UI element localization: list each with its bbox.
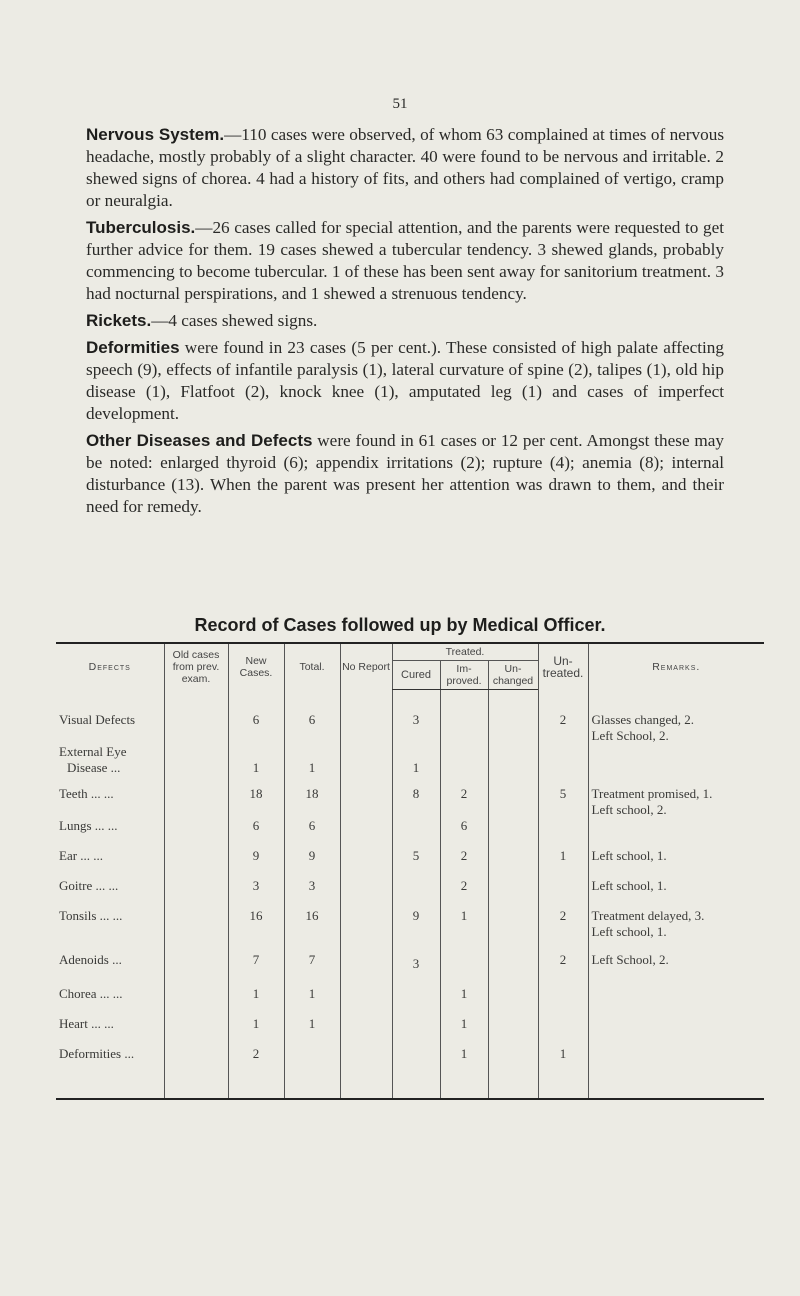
- cell-cured: 1: [392, 744, 440, 776]
- cell-improved: [440, 690, 488, 745]
- cell-improved: 1: [440, 1046, 488, 1099]
- cell-untreated: 2: [538, 908, 588, 940]
- cell-old: [164, 878, 228, 908]
- cell-unchanged: [488, 776, 538, 818]
- cell-old: [164, 940, 228, 986]
- heading-deformities: Deformities: [86, 338, 180, 357]
- text-tuberculosis: —26 cases called for special attention, and the parents were requested to get further advice for them. 19 cases shewed a tubercular tendency. 3 shewed glands, probably commencing to become tubercular. 1 of these has been sent away for sanitorium treatment. 3 had nocturnal perspirations, and 1 shewed a strenuous tendency.: [86, 218, 724, 303]
- record-table-title: Record of Cases followed up by Medical Officer.: [194, 615, 606, 635]
- header-old-cases: Old cases from prev. exam.: [164, 643, 228, 690]
- cell-old: [164, 744, 228, 776]
- cell-cured: 3: [392, 690, 440, 745]
- cell-remarks: [588, 776, 764, 818]
- remark-line: Left School, 2.: [591, 727, 669, 743]
- cell-old: [164, 848, 228, 878]
- cell-defect: [56, 744, 164, 776]
- header-no-report: No Report: [340, 643, 392, 690]
- cell-total: 1: [284, 744, 340, 776]
- cell-untreated: 1: [538, 848, 588, 878]
- cell-untreated: [538, 744, 588, 776]
- cell-remarks: [588, 986, 764, 1016]
- cell-new: 16: [228, 908, 284, 940]
- header-treated: Treated.: [392, 643, 538, 661]
- table-row: [56, 690, 764, 745]
- cell-untreated: 1: [538, 1046, 588, 1099]
- cell-improved: 6: [440, 818, 488, 848]
- table-row: [56, 848, 764, 878]
- cell-remarks: [588, 1046, 764, 1099]
- remark-line: Treatment promised, 1.: [591, 786, 713, 801]
- cell-total: 9: [284, 848, 340, 878]
- defect-line: External Eye: [59, 744, 127, 759]
- cell-unchanged: [488, 818, 538, 848]
- cell-total: [284, 1046, 340, 1099]
- cell-cured: [392, 1046, 440, 1099]
- cell-untreated: 2: [538, 690, 588, 745]
- record-table: [56, 642, 764, 1100]
- cell-defect: Tonsils ... ...: [59, 908, 123, 923]
- cell-total: 7: [284, 940, 340, 986]
- cell-defect: Visual Defects: [59, 711, 136, 727]
- cell-untreated: 2: [538, 940, 588, 986]
- cell-total: 6: [284, 818, 340, 848]
- remark-line: Left School, 2.: [591, 952, 669, 967]
- cell-old: [164, 1016, 228, 1046]
- cell-untreated: [538, 878, 588, 908]
- cell-improved: 2: [440, 776, 488, 818]
- cell-remarks: [588, 848, 764, 878]
- cell-old: [164, 690, 228, 745]
- cell-defect: Ear ... ...: [59, 848, 104, 863]
- cell-new: 1: [228, 744, 284, 776]
- cell-remarks: [588, 818, 764, 848]
- cell-total: 3: [284, 878, 340, 908]
- cell-no-report: [340, 744, 392, 776]
- cell-old: [164, 908, 228, 940]
- cell-no-report: [340, 690, 392, 745]
- cell-cured: 3: [392, 940, 440, 986]
- cell-defect: Adenoids ...: [59, 952, 122, 967]
- table-row: [56, 986, 764, 1016]
- cell-remarks: [588, 940, 764, 986]
- cell-no-report: [340, 776, 392, 818]
- cell-cured: 9: [392, 908, 440, 940]
- cell-improved: 2: [440, 878, 488, 908]
- cell-defect: Lungs ... ...: [59, 818, 118, 833]
- cell-total: 16: [284, 908, 340, 940]
- cell-cured: 8: [392, 776, 440, 818]
- cell-unchanged: [488, 986, 538, 1016]
- cell-unchanged: [488, 878, 538, 908]
- page-number: 51: [392, 96, 408, 112]
- cell-remarks: [588, 878, 764, 908]
- text-rickets: —4 cases shewed signs.: [151, 311, 318, 330]
- remark-line: Left school, 2.: [591, 802, 667, 817]
- table-row: [56, 1046, 764, 1099]
- cell-new: 1: [228, 986, 284, 1016]
- table-row: [56, 744, 764, 776]
- cell-total: 18: [284, 776, 340, 818]
- defect-line: Disease ...: [67, 760, 121, 775]
- remark-line: Glasses changed, 2.: [591, 711, 695, 727]
- cell-improved: [440, 744, 488, 776]
- cell-unchanged: [488, 1016, 538, 1046]
- table-row: [56, 908, 764, 940]
- cell-unchanged: [488, 848, 538, 878]
- remark-line: Left school, 1.: [591, 848, 667, 863]
- table-row: [56, 818, 764, 848]
- table-row: [56, 1016, 764, 1046]
- paragraph-deformities: [86, 337, 724, 425]
- cell-new: 3: [228, 878, 284, 908]
- cell-no-report: [340, 986, 392, 1016]
- cell-new: 6: [228, 690, 284, 745]
- header-remarks: Remarks.: [588, 643, 764, 690]
- cell-old: [164, 818, 228, 848]
- cell-improved: 1: [440, 986, 488, 1016]
- cell-untreated: 5: [538, 776, 588, 818]
- text-other-diseases: were found in 61 cases or 12 per cent. Amongst these may be noted: enlarged thyroid (6); appendix irritations (2); rupture (4); anemia (8); internal disturbance (13). When the parent was present her attention was drawn to them, and their need for remedy.: [86, 431, 724, 516]
- cell-improved: [440, 940, 488, 986]
- cell-defect: Chorea ... ...: [59, 986, 123, 1001]
- heading-nervous-system: Nervous System.: [86, 125, 225, 144]
- cell-unchanged: [488, 940, 538, 986]
- cell-defect: Heart ... ...: [59, 1016, 114, 1031]
- cell-total: 1: [284, 1016, 340, 1046]
- cell-cured: [392, 1016, 440, 1046]
- cell-total: 6: [284, 690, 340, 745]
- cell-untreated: [538, 818, 588, 848]
- header-untreated: Un-treated.: [538, 643, 588, 690]
- cell-defect: Deformities ...: [56, 1046, 164, 1099]
- remark-line: Left school, 1.: [591, 924, 667, 939]
- cell-improved: 1: [440, 1016, 488, 1046]
- paragraph-other-diseases: [86, 430, 724, 518]
- cell-untreated: [538, 986, 588, 1016]
- paragraph-tuberculosis: [86, 217, 724, 305]
- paragraph-nervous-system: [86, 124, 724, 212]
- heading-rickets: Rickets.: [86, 311, 152, 330]
- remark-line: Left school, 1.: [591, 878, 667, 893]
- cell-defect: Goitre ... ...: [59, 878, 119, 893]
- cell-new: 18: [228, 776, 284, 818]
- cell-unchanged: [488, 908, 538, 940]
- cell-no-report: [340, 940, 392, 986]
- cell-cured: [392, 818, 440, 848]
- cell-new: 1: [228, 1016, 284, 1046]
- cell-untreated: [538, 1016, 588, 1046]
- cell-remarks: [588, 690, 764, 745]
- cell-old: [164, 1046, 228, 1099]
- cell-defect: Teeth ... ...: [59, 786, 114, 801]
- header-cured: Cured: [392, 661, 440, 690]
- table-row: [56, 776, 764, 818]
- cell-no-report: [340, 878, 392, 908]
- table-row: [56, 940, 764, 986]
- cell-new: 2: [228, 1046, 284, 1099]
- cell-cured: 5: [392, 848, 440, 878]
- heading-other-diseases: Other Diseases and Defects: [86, 431, 313, 450]
- cell-remarks: [588, 908, 764, 940]
- cell-new: 6: [228, 818, 284, 848]
- remark-line: Treatment delayed, 3.: [591, 908, 705, 923]
- cell-no-report: [340, 1046, 392, 1099]
- header-new-cases: New Cases.: [228, 643, 284, 690]
- cell-improved: 1: [440, 908, 488, 940]
- header-improved: Im-proved.: [440, 661, 488, 690]
- cell-remarks: [588, 1016, 764, 1046]
- text-block: [86, 124, 724, 518]
- heading-tuberculosis: Tuberculosis.: [86, 218, 196, 237]
- paragraph-rickets: [86, 310, 724, 332]
- cell-unchanged: [488, 690, 538, 745]
- cell-no-report: [340, 848, 392, 878]
- cell-old: [164, 986, 228, 1016]
- table-row: [56, 878, 764, 908]
- cell-old: [164, 776, 228, 818]
- cell-no-report: [340, 908, 392, 940]
- text-deformities: were found in 23 cases (5 per cent.). These consisted of high palate affecting speech (9), effects of infantile paralysis (1), lateral curvature of spine (2), talipes (1), old hip disease (1), Flatfoot (2), knock knee (1), amputated leg (1) and cases of imperfect development.: [86, 338, 724, 423]
- cell-unchanged: [488, 1046, 538, 1099]
- cell-remarks: [588, 744, 764, 776]
- cell-unchanged: [488, 744, 538, 776]
- header-unchanged: Un-changed: [488, 661, 538, 690]
- cell-total: 1: [284, 986, 340, 1016]
- cell-no-report: [340, 1016, 392, 1046]
- cell-improved: 2: [440, 848, 488, 878]
- cell-cured: [392, 986, 440, 1016]
- cell-cured: [392, 878, 440, 908]
- cell-no-report: [340, 818, 392, 848]
- cell-new: 9: [228, 848, 284, 878]
- cell-new: 7: [228, 940, 284, 986]
- header-defects: Defects: [56, 643, 164, 690]
- header-total: Total.: [284, 643, 340, 690]
- text-nervous-system: —110 cases were observed, of whom 63 complained at times of nervous headache, mostly probably of a slight character. 40 were found to be nervous and irritable. 2 shewed signs of chorea. 4 had a history of fits, and others had complained of vertigo, cramp or neuralgia.: [86, 125, 725, 210]
